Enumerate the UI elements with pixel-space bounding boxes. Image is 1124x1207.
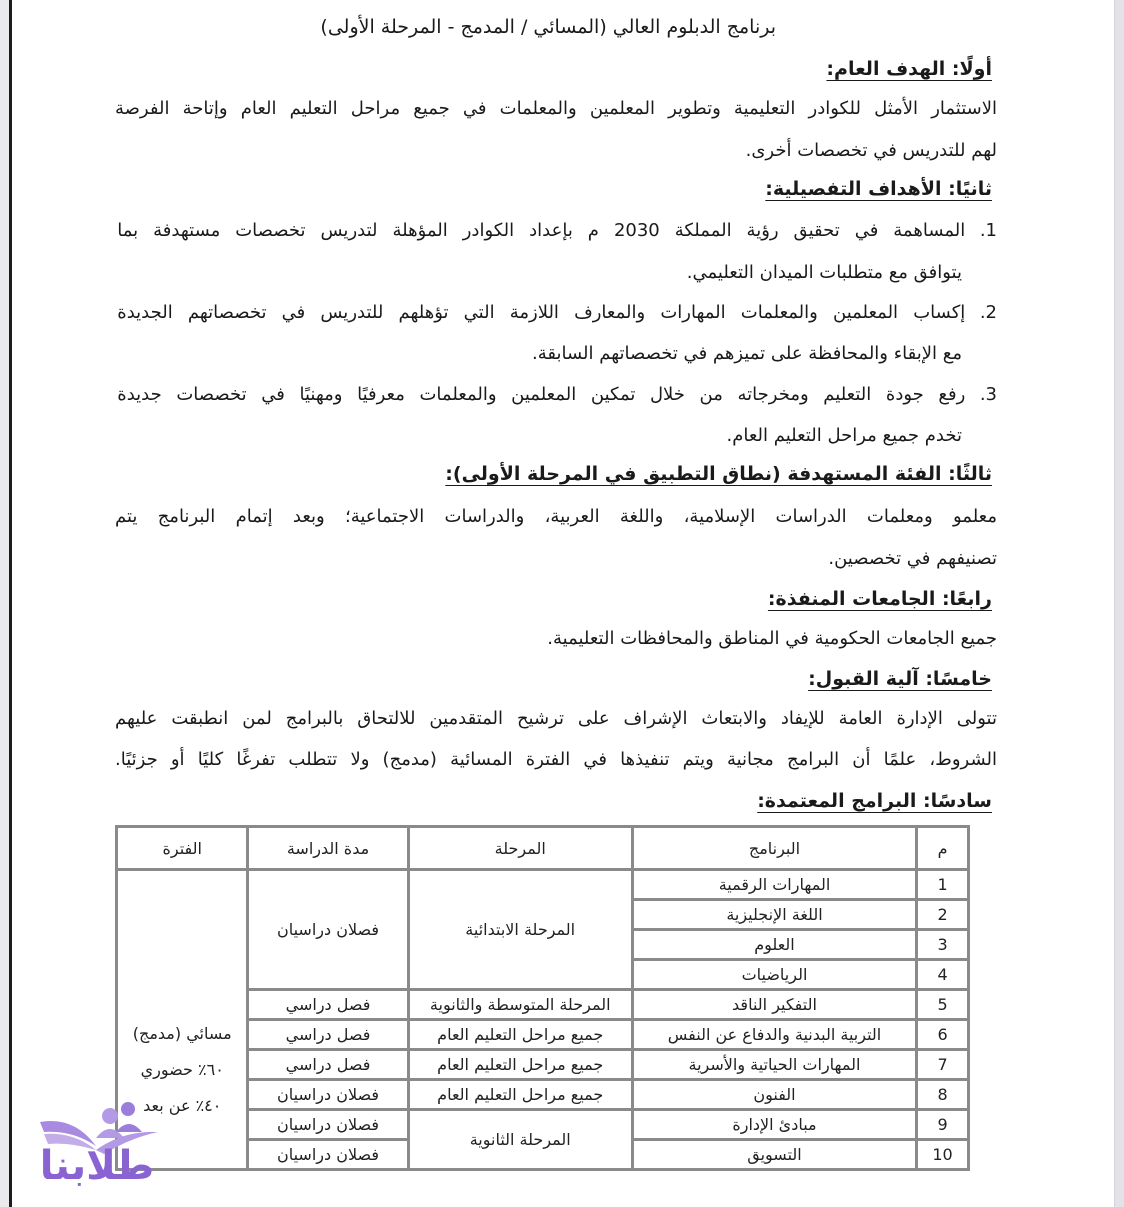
detailed-goal-2 <box>115 302 997 323</box>
detailed-goal-3 <box>115 384 997 405</box>
detailed-goal-1-line-2: يتوافق مع متطلبات الميدان التعليمي. <box>686 262 962 283</box>
row-program: الرياضيات <box>632 960 916 990</box>
admission-line-1: تتولى الإدارة العامة للإيفاد والابتعاث الإشراف على ترشيح المتقدمين للالتحاق بالبرامج لمن انطبقت عليهم <box>115 708 997 729</box>
duration-cell-row-6: فصل دراسي <box>248 1020 408 1050</box>
header-index: م <box>917 827 969 870</box>
row-index: 2 <box>917 900 969 930</box>
duration-cell-row-7: فصل دراسي <box>248 1050 408 1080</box>
heading-target-group: ثالثًا: الفئة المستهدفة (نطاق التطبيق في المرحلة الأولى): <box>445 463 992 485</box>
detailed-goal-1-number: 1. <box>979 220 997 241</box>
heading-programs: سادسًا: البرامج المعتمدة: <box>757 790 992 812</box>
general-goal-line-1: الاستثمار الأمثل للكوادر التعليمية وتطوير المعلمين والمعلمات في جميع مراحل التعليم العام وإتاحة الفرصة <box>115 98 997 119</box>
row-program: اللغة الإنجليزية <box>632 900 916 930</box>
heading-universities: رابعًا: الجامعات المنفذة: <box>767 588 992 610</box>
stage-cell-all-general: جميع مراحل التعليم العام <box>408 1050 632 1080</box>
detailed-goal-3-line-1: رفع جودة التعليم ومخرجاته من خلال تمكين المعلمين والمعلمات معرفيًا ومهنيًا في تخصصات جديدة <box>117 384 966 405</box>
row-index: 9 <box>917 1110 969 1140</box>
row-program: العلوم <box>632 930 916 960</box>
row-program: التسويق <box>632 1140 916 1170</box>
logo-person-head-2 <box>121 1102 135 1116</box>
row-program: المهارات الحياتية والأسرية <box>632 1050 916 1080</box>
duration-cell-row-10: فصلان دراسيان <box>248 1140 408 1170</box>
stage-cell-all-general: جميع مراحل التعليم العام <box>408 1020 632 1050</box>
detailed-goal-2-number: 2. <box>979 302 997 323</box>
admission-line-2: الشروط، علمًا أن البرامج مجانية ويتم تنفيذها في الفترة المسائية (مدمج) ولا تتطلب تفرغًا كليًا أو جزئيًا. <box>115 749 997 770</box>
row-index: 10 <box>917 1140 969 1170</box>
talabna-logo-icon <box>34 1098 160 1190</box>
detailed-goal-2-line-1: إكساب المعلمين والمعلمات المهارات والمعارف اللازمة التي تؤهلهم للتدريس في تخصصاتهم الجديدة <box>117 302 966 323</box>
duration-cell-row-9: فصلان دراسيان <box>248 1110 408 1140</box>
row-program: التفكير الناقد <box>632 990 916 1020</box>
universities-line-1: جميع الجامعات الحكومية في المناطق والمحافظات التعليمية. <box>547 628 997 649</box>
detailed-goal-1 <box>115 220 997 241</box>
target-group-line-1: معلمو ومعلمات الدراسات الإسلامية، واللغة العربية، والدراسات الاجتماعية؛ وبعد إتمام البرنامج يتم <box>115 506 997 527</box>
duration-cell-row-5: فصل دراسي <box>248 990 408 1020</box>
header-period: الفترة <box>117 827 248 870</box>
row-index: 4 <box>917 960 969 990</box>
row-program: التربية البدنية والدفاع عن النفس <box>632 1020 916 1050</box>
table-row <box>117 870 969 900</box>
detailed-goal-3-number: 3. <box>979 384 997 405</box>
row-index: 8 <box>917 1080 969 1110</box>
general-goal-line-2: لهم للتدريس في تخصصات أخرى. <box>745 140 997 161</box>
row-index: 6 <box>917 1020 969 1050</box>
detailed-goal-2-line-2: مع الإبقاء والمحافظة على تميزهم في تخصصاتهم السابقة. <box>531 343 962 364</box>
heading-general-goal: أولًا: الهدف العام: <box>826 58 992 80</box>
duration-cell-rows-1-4: فصلان دراسيان <box>248 870 408 990</box>
period-line-1: مسائي (مدمج) <box>132 1023 232 1043</box>
heading-detailed-goals: ثانيًا: الأهداف التفصيلية: <box>765 178 992 200</box>
row-index: 7 <box>917 1050 969 1080</box>
period-line-2: ٦٠٪ حضوري <box>140 1059 224 1079</box>
logo-person-head-1 <box>102 1108 118 1124</box>
row-program: الفنون <box>632 1080 916 1110</box>
logo-text: طلابنا <box>39 1143 155 1189</box>
target-group-line-2: تصنيفهم في تخصصين. <box>828 548 997 569</box>
row-program: مبادئ الإدارة <box>632 1110 916 1140</box>
page-edge-left <box>0 0 9 1207</box>
header-program: البرنامج <box>632 827 916 870</box>
period-line-3: ٤٠٪ عن بعد <box>143 1095 222 1115</box>
row-index: 5 <box>917 990 969 1020</box>
page-edge-right <box>1114 0 1124 1207</box>
header-stage: المرحلة <box>408 827 632 870</box>
heading-admission: خامسًا: آلية القبول: <box>808 668 992 690</box>
row-program: المهارات الرقمية <box>632 870 916 900</box>
row-index: 1 <box>917 870 969 900</box>
stage-cell-all-general: جميع مراحل التعليم العام <box>408 1080 632 1110</box>
detailed-goal-3-line-2: تخدم جميع مراحل التعليم العام. <box>726 425 962 446</box>
logo-person-body-2 <box>116 1124 142 1132</box>
row-index: 3 <box>917 930 969 960</box>
programs-table <box>115 825 970 1171</box>
document-title: برنامج الدبلوم العالي (المسائي / المدمج - المرحلة الأولى) <box>320 16 776 38</box>
header-duration: مدة الدراسة <box>248 827 408 870</box>
detailed-goal-1-line-1: المساهمة في تحقيق رؤية المملكة 2030 م بإعداد الكوادر المؤهلة لتدريس تخصصات مستهدفة بما <box>117 220 966 241</box>
stage-cell-primary: المرحلة الابتدائية <box>408 870 632 990</box>
stage-cell-secondary: المرحلة الثانوية <box>408 1110 632 1170</box>
duration-cell-row-8: فصلان دراسيان <box>248 1080 408 1110</box>
document-page <box>12 0 1114 1207</box>
stage-cell-middle-secondary: المرحلة المتوسطة والثانوية <box>408 990 632 1020</box>
table-header-row <box>117 827 969 870</box>
